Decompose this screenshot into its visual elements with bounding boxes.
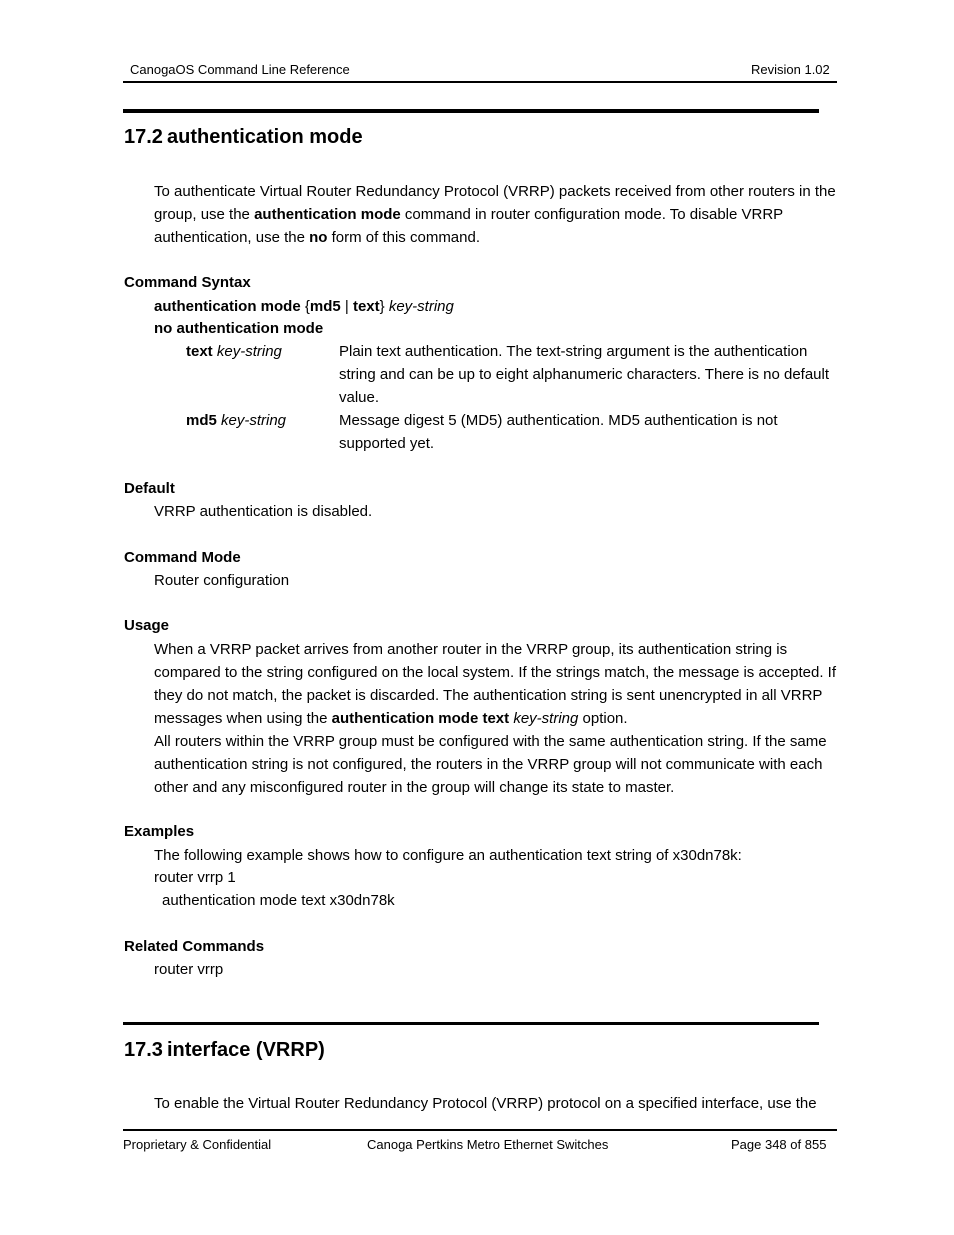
syntax-line-1: authentication mode {md5 | text} key-string: [154, 298, 454, 315]
param-text-name: text key-string: [186, 343, 282, 360]
example-code-line-2: authentication mode text x30dn78k: [162, 892, 395, 909]
header-revision: Revision 1.02: [751, 62, 830, 77]
examples-label: Examples: [124, 823, 195, 840]
section-number: 17.3: [124, 1039, 163, 1061]
intro-paragraph: [154, 180, 836, 249]
footer-page-number: Page 348 of 855: [731, 1137, 827, 1152]
command-mode-text: Router configuration: [154, 572, 290, 589]
command-syntax-label: Command Syntax: [124, 274, 251, 291]
section-rule-17-2: [123, 109, 819, 113]
related-commands-label: Related Commands: [124, 938, 265, 955]
section-title: interface (VRRP): [167, 1039, 325, 1061]
default-label: Default: [124, 480, 175, 497]
keyword-no: no: [309, 229, 328, 246]
usage-label: Usage: [124, 617, 170, 634]
param-md5-name: md5 key-string: [186, 412, 287, 429]
example-code-line-1: router vrrp 1: [154, 869, 236, 886]
syntax-line-2: no authentication mode: [154, 320, 324, 337]
header-rule: [123, 81, 837, 83]
footer-center: Canoga Pertkins Metro Ethernet Switches: [367, 1137, 609, 1152]
footer-left: Proprietary & Confidential: [123, 1137, 272, 1152]
header-doc-title: CanogaOS Command Line Reference: [130, 62, 350, 77]
related-command-link: router vrrp: [154, 961, 224, 978]
text-line: authentication, use the no form of this command.: [154, 229, 481, 246]
usage-text: When a VRRP packet arrives from another router in the VRRP group, its authentication string is compared to the string configured on the local system. If the strings match, the message is accepted. If they do not match, the packet is discarded. The authentication string is sent unencrypted in all VRRP messages when using the authentication mode text key-string option. All routers within the VRRP group must be configured with the same authentication string. If the same authentication string is not configured, the routers in the VRRP group will not communicate with each other and any misconfigured router in the group will change its state to master.: [154, 641, 837, 796]
text-line: To authenticate Virtual Router Redundancy Protocol (VRRP) packets received from other routers in the: [154, 183, 836, 200]
section-number: 17.2: [124, 126, 163, 148]
default-text: VRRP authentication is disabled.: [154, 503, 373, 520]
section-title: authentication mode: [167, 126, 363, 148]
text-line: group, use the authentication mode command in router configuration mode. To disable VRRP: [154, 206, 784, 223]
param-md5-description: Message digest 5 (MD5) authentication. MD5 authentication is not supported yet.: [339, 412, 778, 452]
section-heading-17-3: [124, 1039, 325, 1062]
section-rule-17-3: [123, 1022, 819, 1025]
command-name: authentication mode: [254, 206, 401, 223]
param-text-description: Plain text authentication. The text-string argument is the authentication string and can be up to eight alphanumeric characters. There is no default value.: [339, 343, 830, 406]
command-mode-label: Command Mode: [124, 549, 241, 566]
section-heading-17-2: [124, 126, 363, 149]
footer-rule: [123, 1129, 837, 1131]
examples-intro: The following example shows how to configure an authentication text string of x30dn78k:: [154, 847, 742, 864]
section-17-3-intro: To enable the Virtual Router Redundancy Protocol (VRRP) protocol on a specified interface, use the: [154, 1095, 817, 1112]
